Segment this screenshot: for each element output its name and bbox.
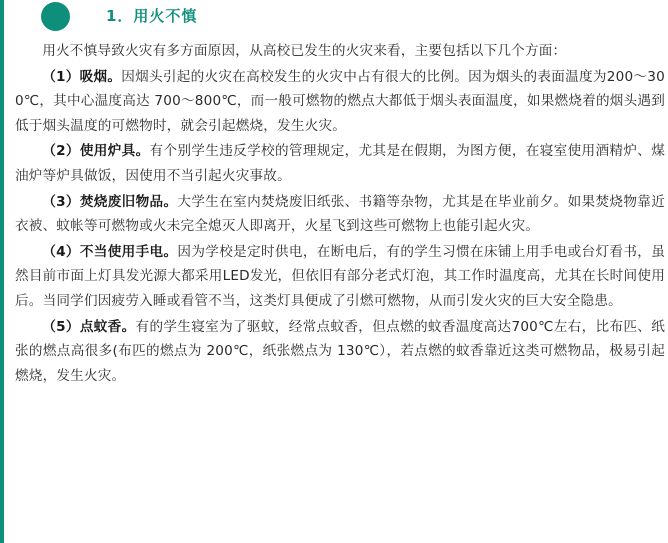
item-stove	[15, 139, 665, 188]
header-circle-icon	[41, 2, 70, 31]
item-flashlight	[15, 240, 665, 314]
item-smoking-heading: （1）吸烟。	[42, 68, 122, 85]
item-stove-text: 有个别学生违反学校的管理规定，尤其是在假期，为图方便，在寝室使用酒精炉、煤油炉等炉具做饭，因使用不当引起火灾事故。	[15, 143, 666, 184]
item-burning-text: 大学生在室内焚烧废旧纸张、书籍等杂物，尤其是在毕业前夕。如果焚烧物靠近衣被、蚊帐等可燃物或火未完全熄灭人即离开，火星飞到这些可燃物上也能引起火灾。	[15, 193, 665, 235]
item-stove-heading: （2）使用炉具。	[42, 143, 150, 160]
item-smoking-text: 因烟头引起的火灾在高校发生的火灾中占有很大的比例。因为烟头的表面温度为200～300℃，其中心温度高达 700～800℃，而一般可燃物的燃点大都低于烟头表面温度，如果燃烧着的烟头遇到低于烟头温度的可燃物时，就会引起燃烧，发生火灾。	[15, 68, 665, 134]
item-mosquito-coil-heading: （5）点蚊香。	[42, 318, 136, 335]
section-title: 1．用火不慎	[106, 7, 198, 25]
item-burning-heading: （3）焚烧废旧物品。	[42, 193, 178, 210]
item-burning	[15, 190, 665, 239]
intro-paragraph: 用火不慎导致火灾有多方面原因，从高校已发生的火灾来看，主要包括以下几个方面：	[42, 43, 567, 59]
item-flashlight-heading: （4）不当使用手电。	[42, 243, 178, 260]
article-body	[15, 39, 665, 389]
item-mosquito-coil	[15, 315, 665, 389]
section-header	[0, 0, 668, 32]
item-flashlight-text: 因为学校是定时供电，在断电后，有的学生习惯在床铺上用手电或台灯看书，虽然目前市面上灯具发光源大都采用LED发光，但依旧有部分老式灯泡，其工作时温度高，尤其在长时间使用后。当同学们因疲劳入睡或看管不当，这类灯具便成了引燃可燃物，从而引发火灾的巨大安全隐患。	[15, 243, 665, 309]
item-smoking	[15, 65, 665, 139]
item-mosquito-coil-text: 有的学生寝室为了驱蚊，经常点蚊香，但点燃的蚊香温度高达700℃左右，比布匹、纸张的燃点高很多(布匹的燃点为 200℃，纸张燃点为 130℃），若点燃的蚊香靠近这类可燃物品，极易引起燃烧，发生火灾。	[15, 318, 666, 384]
left-accent-bar	[0, 0, 4, 543]
